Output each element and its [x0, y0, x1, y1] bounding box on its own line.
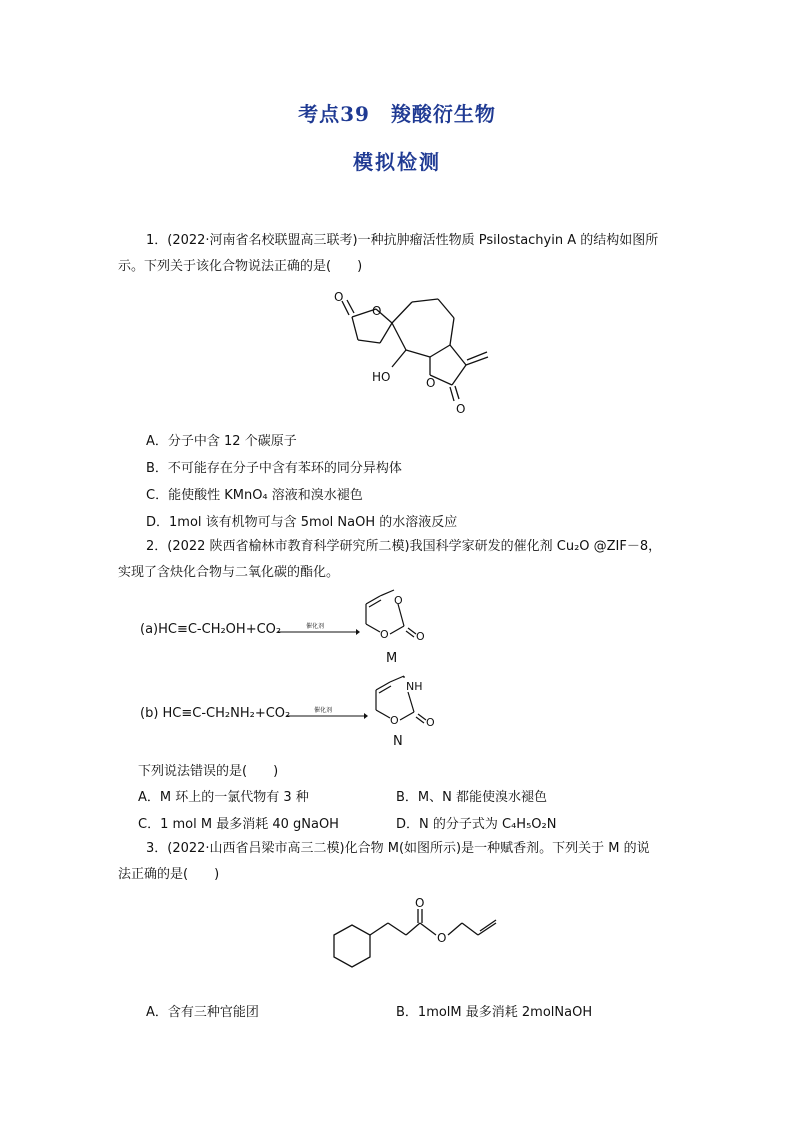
q3-o-ester: O: [437, 931, 447, 945]
q3-o-carbonyl: O: [415, 896, 425, 910]
q2-m-o-bottom: O: [380, 628, 389, 641]
q1-o-label-4: O: [456, 402, 466, 416]
q2-option-b: B．M、N 都能使溴水褪色: [396, 790, 547, 805]
q1-o-label-3: O: [426, 376, 436, 390]
q3-stem-line1: 3．(2022·山西省吕梁市高三二模)化合物 M(如图所示)是一种赋香剂。下列关于 M 的说: [146, 841, 650, 856]
q1-o-label-2: O: [372, 304, 382, 318]
q1-stem-line1: 1．(2022·河南省名校联盟高三联考)一种抗肿瘤活性物质 Psilostachyin A 的结构如图所: [146, 233, 659, 248]
q3-option-b: B．1molM 最多消耗 2molNaOH: [396, 1005, 593, 1020]
q2-n-nh-label: NH: [406, 680, 423, 693]
q2-prompt: 下列说法错误的是( ): [138, 764, 279, 779]
q3-option-a: A．含有三种官能团: [146, 1005, 259, 1020]
q1-structure-diagram: [320, 285, 520, 420]
q1-option-b: B．不可能存在分子中含有苯环的同分异构体: [146, 461, 402, 476]
q2-reaction-b: (b) HC≡C-CH₂NH₂+CO₂: [140, 706, 291, 721]
q1-option-a: A．分子中含 12 个碳原子: [146, 434, 297, 449]
q2-reaction-a-arrow: [278, 622, 360, 636]
q2-stem-line1: 2．(2022 陕西省榆林市教育科学研究所二模)我国科学家研发的催化剂 Cu₂O @ZIF－8，: [146, 539, 662, 554]
q2-stem-line2: 实现了含炔化合物与二氧化碳的酯化。: [118, 565, 340, 580]
q3-stem-line2: 法正确的是( ): [118, 867, 220, 882]
q2-m-o-carbonyl: O: [416, 630, 425, 643]
q1-option-c: C．能使酸性 KMnO₄ 溶液和溴水褪色: [146, 488, 363, 503]
q2-structure-n: [370, 676, 450, 746]
q2-reaction-b-arrow: [286, 706, 368, 720]
q2-option-a: A．M 环上的一氯代物有 3 种: [138, 790, 309, 805]
q2-n-o-carbonyl: O: [426, 716, 435, 729]
q1-ho-label: HO: [372, 370, 391, 384]
q2-label-m: M: [386, 651, 398, 666]
q2-catalyst-b: 催化剂: [314, 707, 333, 714]
q1-option-d: D．1mol 该有机物可与含 5mol NaOH 的水溶液反应: [146, 515, 458, 530]
q2-reaction-a: (a)HC≡C-CH₂OH+CO₂: [140, 622, 282, 637]
q2-option-c: C．1 mol M 最多消耗 40 gNaOH: [138, 817, 339, 832]
q1-o-label-1: O: [334, 290, 344, 304]
q2-n-o-bottom: O: [390, 714, 399, 727]
q2-structure-m: [360, 590, 440, 660]
page-subtitle: 模拟检测: [353, 150, 441, 174]
q2-catalyst-a: 催化剂: [306, 623, 325, 630]
page-title: 考点39 羧酸衍生物: [298, 102, 496, 126]
q3-structure-diagram: [310, 895, 530, 990]
q1-stem-line2: 示。下列关于该化合物说法正确的是( ): [118, 259, 363, 274]
q2-m-o-top: O: [394, 594, 403, 607]
q2-option-d: D．N 的分子式为 C₄H₅O₂N: [396, 817, 557, 832]
q2-label-n: N: [393, 734, 403, 749]
